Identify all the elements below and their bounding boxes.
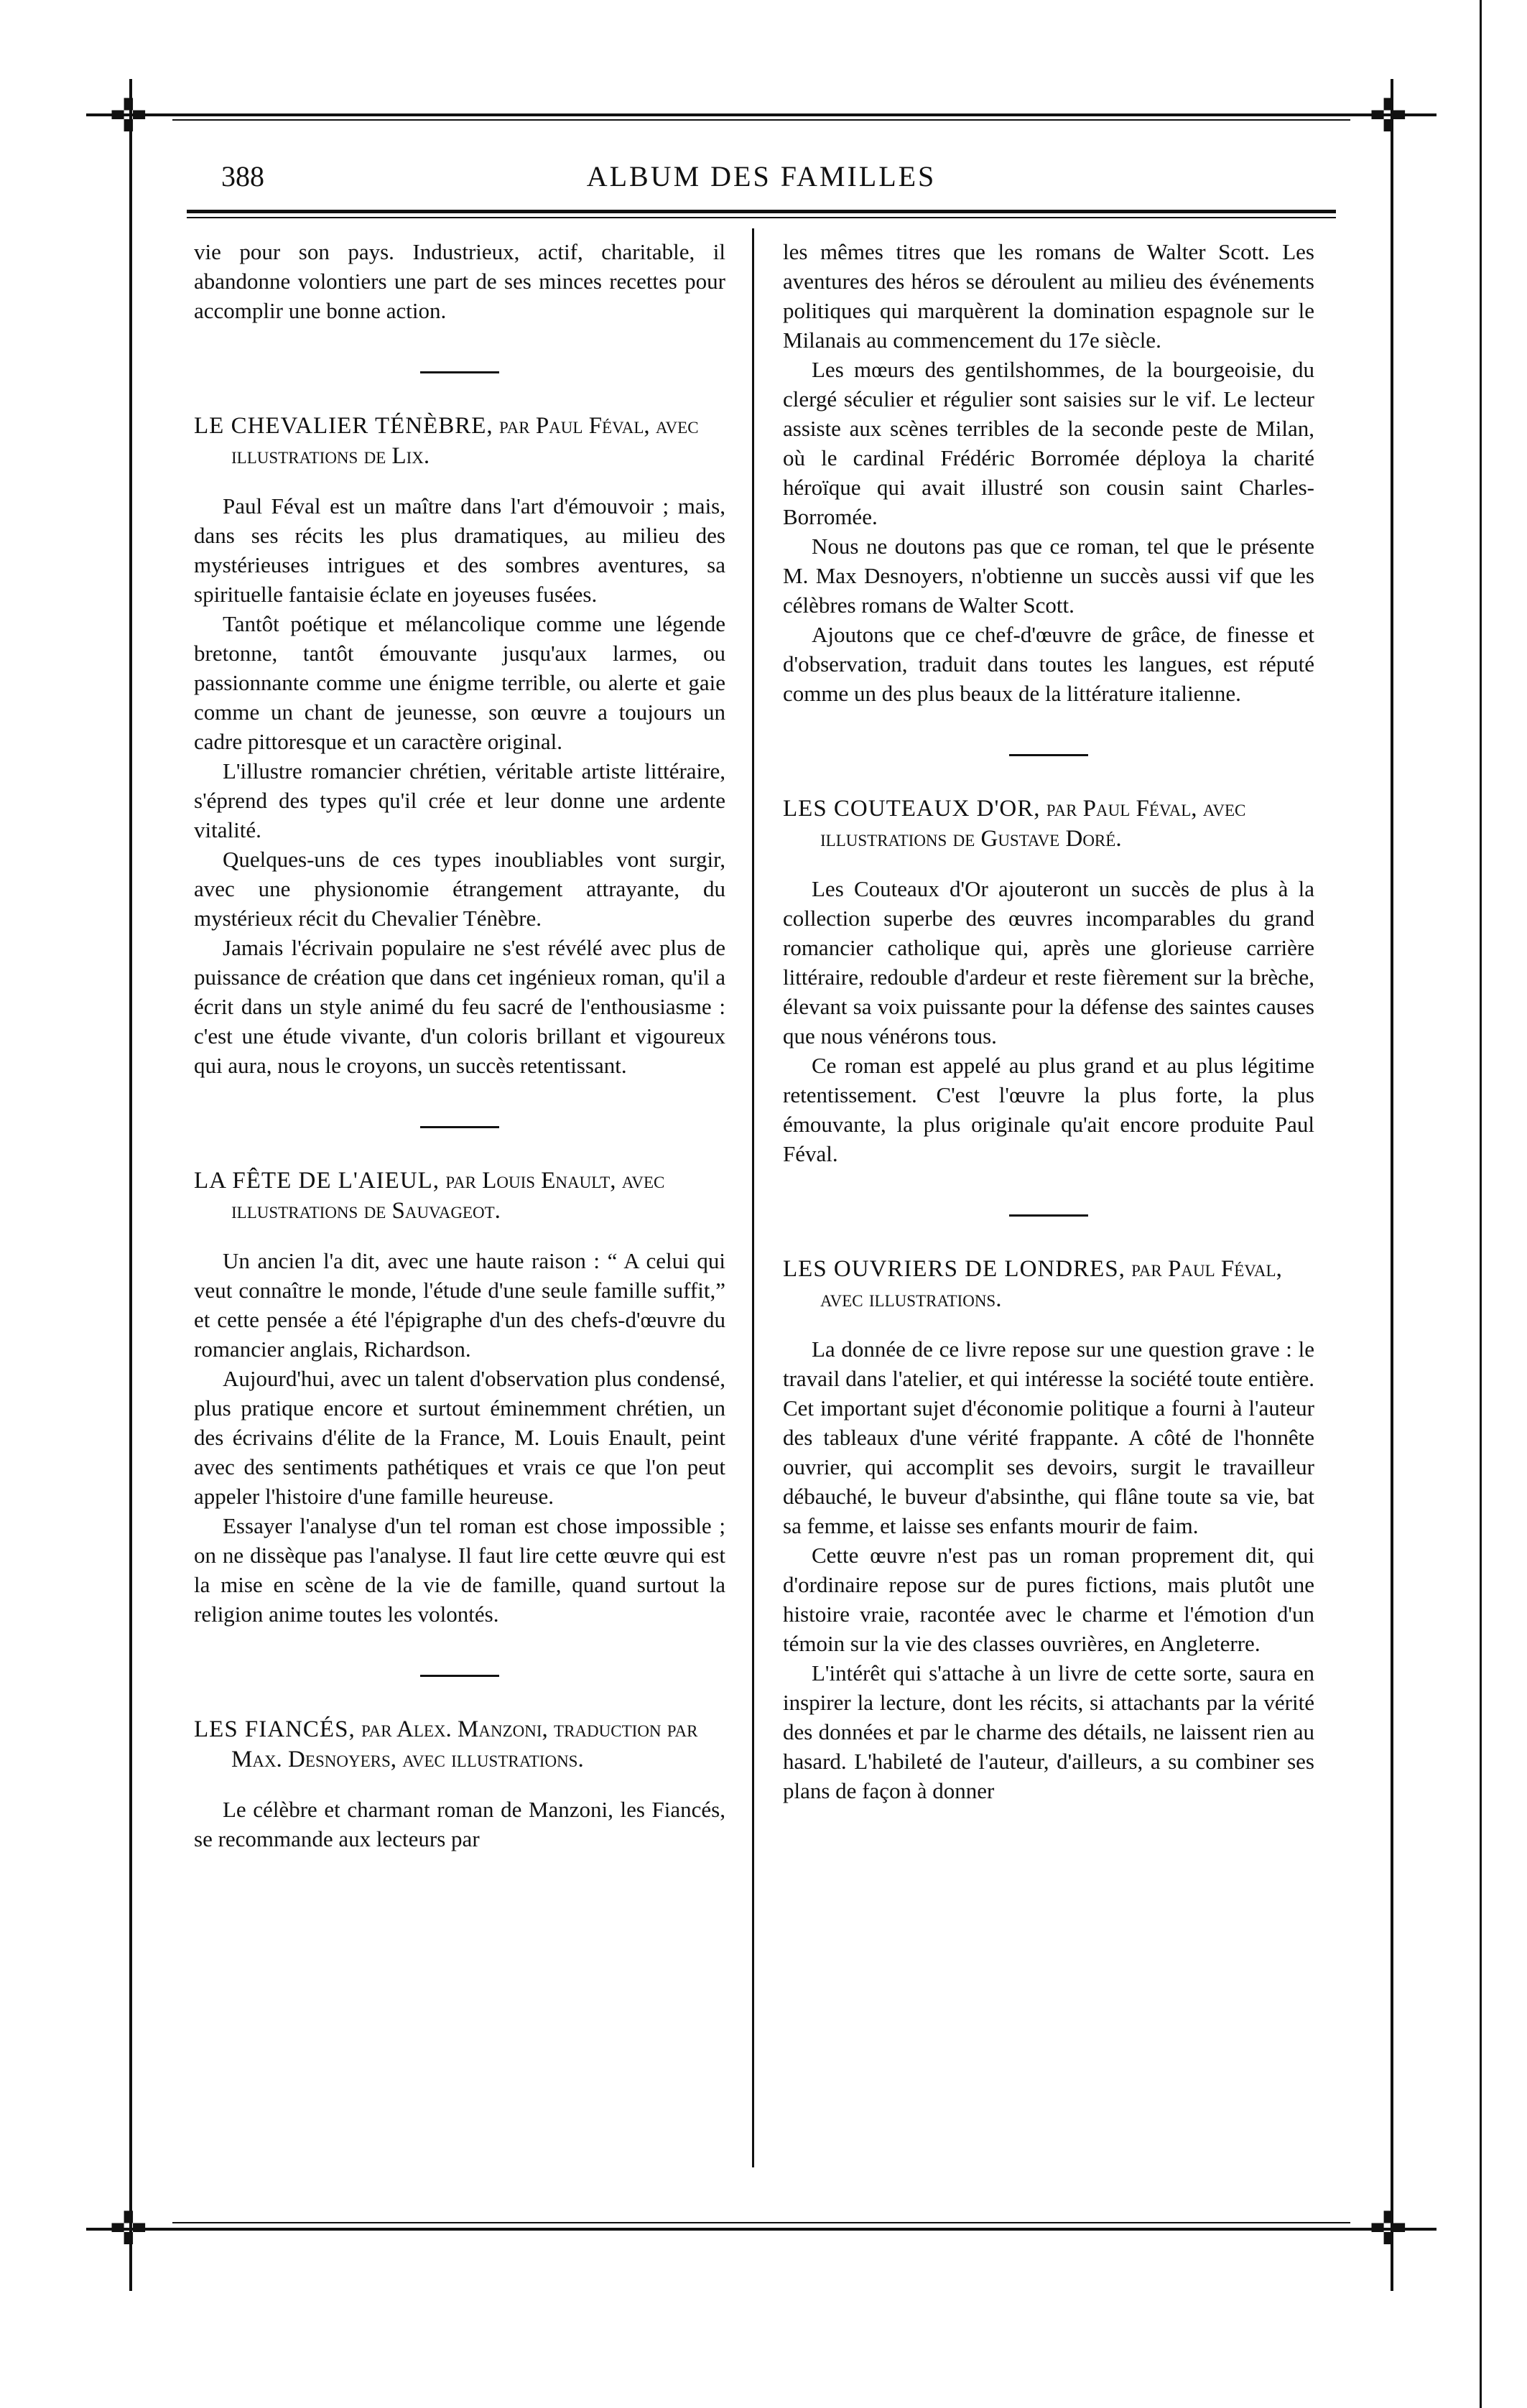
paragraph: L'illustre romancier chrétien, véritable artiste littéraire, s'éprend des types qu'il crée et leur donne une ardente vitalité. bbox=[194, 758, 725, 842]
paragraph: Aujourd'hui, avec un talent d'observation plus condensé, plus pratique encore et surtout éminemment chrétien, un des écrivains d'élite de la France, M. Louis Enault, peint avec des sentiments pathétiques et vrais ce que l'on peut appeler l'histoire d'une famille heureuse. bbox=[194, 1366, 725, 1509]
frame-top-rule-thin bbox=[172, 119, 1350, 121]
page-number: 388 bbox=[221, 160, 264, 192]
margin-rule-right bbox=[1480, 0, 1482, 2408]
paragraph: L'intérêt qui s'attache à un livre de cette sorte, saura en inspirer la lecture, dont les récits, si attachants par la vérité des données et par le charme des détails, ne laissent rien au hasard. L'habileté de l'auteur, d'ailleurs, a su combiner ses plans de façon à donner bbox=[783, 1660, 1314, 1803]
paragraph: Essayer l'analyse d'un tel roman est chose impossible ; on ne dissèque pas l'analyse. Il faut lire cette œuvre qui est la mise en scène de la vie de famille, quand surtout la religion anime toutes les volontés. bbox=[194, 1513, 725, 1627]
continuation-text: les mêmes titres que les romans de Walter Scott. Les aventures des héros se déroulent au milieu des événements politiques qui marquèrent la domination espagnole sur le Milanais au commencement du 17e siècle. bbox=[783, 239, 1314, 353]
corner-ornament-icon: ✜ bbox=[1369, 90, 1408, 143]
frame-right-rule bbox=[1391, 79, 1393, 2291]
entry-heading bbox=[194, 411, 725, 471]
entry-chevalier-tenebre bbox=[194, 411, 725, 1080]
entry-title: LES COUTEAUX D'OR, bbox=[783, 796, 1041, 822]
header-rule bbox=[187, 210, 1336, 213]
entry-fete-de-l-aieul bbox=[194, 1166, 725, 1629]
paragraph: Nous ne doutons pas que ce roman, tel que le présente M. Max Desnoyers, n'obtienne un succès aussi vif que les célèbres romans de Walter Scott. bbox=[783, 534, 1314, 618]
paragraph: Les Couteaux d'Or ajouteront un succès de plus à la collection superbe des œuvres incomparables du grand romancier catholique qui, après une glorieuse carrière littéraire, redouble d'ardeur et reste fièrement sur la brèche, élevant sa voix puissante pour la défense des saintes causes que nous vénérons tous. bbox=[783, 876, 1314, 1049]
section-separator bbox=[420, 1126, 499, 1128]
paragraph: Un ancien l'a dit, avec une haute raison : “ A celui qui veut connaître le monde, l'étude d'une seule famille suffit,” et cette pensée a été l'épigraphe d'un des chefs-d'œuvre du romancier anglais, Richardson. bbox=[194, 1248, 725, 1362]
entry-title: LES OUVRIERS DE LONDRES, bbox=[783, 1256, 1125, 1282]
section-separator bbox=[1009, 754, 1088, 756]
entry-byline: par Alex. Manzoni, traduction par Max. Desnoyers, avec illustrations. bbox=[231, 1716, 698, 1772]
entry-couteaux-d-or bbox=[783, 794, 1314, 1168]
header-rule-thin bbox=[187, 217, 1336, 218]
entry-heading bbox=[194, 1714, 725, 1775]
paragraph: Cette œuvre n'est pas un roman proprement dit, qui d'ordinaire repose sur de pures fictions, mais plutôt une histoire vraie, racontée avec le charme et l'émotion d'un témoin sur la vie des classes ouvrières, en Angleterre. bbox=[783, 1543, 1314, 1656]
continuation-text: vie pour son pays. Industrieux, actif, charitable, il abandonne volontiers une part de ses minces recettes pour accomplir une bonne action. bbox=[194, 239, 725, 323]
entry-les-fiances bbox=[194, 1714, 725, 1854]
paragraph: Paul Féval est un maître dans l'art d'émouvoir ; mais, dans ses récits les plus dramatiques, au milieu des mystérieuses intrigues et des sombres aventures, sa spirituelle fantaisie éclate en joyeuses fusées. bbox=[194, 493, 725, 607]
frame-bottom-rule-thin bbox=[172, 2222, 1350, 2223]
entry-byline: par Paul Féval, avec illustrations. bbox=[820, 1256, 1282, 1312]
corner-ornament-icon: ✜ bbox=[1369, 2203, 1408, 2256]
corner-ornament-icon: ✜ bbox=[109, 90, 148, 143]
paragraph: Ajoutons que ce chef-d'œuvre de grâce, de finesse et d'observation, traduit dans toutes les langues, est réputé comme un des plus beaux de la littérature italienne. bbox=[783, 622, 1314, 706]
entry-title: LE CHEVALIER TÉNÈBRE, bbox=[194, 413, 493, 439]
section-separator bbox=[420, 371, 499, 373]
paragraph: Quelques-uns de ces types inoubliables vont surgir, avec une physionomie étrangement attrayante, du mystérieux récit du Chevalier Ténèbre. bbox=[194, 847, 725, 931]
frame-top-rule bbox=[86, 113, 1437, 116]
running-title: ALBUM DES FAMILLES bbox=[586, 160, 937, 192]
frame-left-rule bbox=[129, 79, 132, 2291]
entry-heading bbox=[194, 1166, 725, 1226]
section-separator bbox=[420, 1675, 499, 1677]
frame-bottom-rule bbox=[86, 2228, 1437, 2231]
paragraph: Tantôt poétique et mélancolique comme une légende bretonne, tantôt émouvante jusqu'aux larmes, ou passionnante comme une énigme terrible, ou alerte et gaie comme un chant de jeunesse, son œuvre a toujours un cadre pittoresque et un caractère original. bbox=[194, 611, 725, 754]
entry-byline: par Paul Féval, avec illustrations de Lix. bbox=[231, 413, 699, 469]
page-header bbox=[187, 159, 1336, 203]
entry-title: LES FIANCÉS, bbox=[194, 1716, 356, 1742]
right-column bbox=[783, 237, 1314, 1805]
paragraph: Les mœurs des gentilshommes, de la bourgeoisie, du clergé séculier et régulier sont saisies sur le vif. Le lecteur assiste aux scènes terribles de la seconde peste de Milan, où le cardinal Frédéric Borromée déploya la charité héroïque qui avait illustré son cousin saint Charles-Borromée. bbox=[783, 357, 1314, 529]
entry-byline: par Paul Féval, avec illustrations de Gustave Doré. bbox=[820, 796, 1246, 852]
corner-ornament-icon: ✜ bbox=[109, 2203, 148, 2256]
entry-byline: par Louis Enault, avec illustrations de Sauvageot. bbox=[231, 1168, 665, 1224]
column-divider bbox=[752, 228, 754, 2167]
paragraph: Le célèbre et charmant roman de Manzoni, les Fiancés, se recommande aux lecteurs par bbox=[194, 1797, 725, 1851]
paragraph: Jamais l'écrivain populaire ne s'est révélé avec plus de puissance de création que dans cet ingénieux roman, qu'il a écrit dans un style animé du feu sacré de l'enthousiasme : c'est une étude vivante, d'un coloris brillant et vigoureux qui aura, nous le croyons, un succès retentissant. bbox=[194, 935, 725, 1078]
entry-heading bbox=[783, 794, 1314, 854]
paragraph: Ce roman est appelé au plus grand et au plus légitime retentissement. C'est l'œuvre la plus forte, la plus émouvante, la plus originale qu'ait encore produite Paul Féval. bbox=[783, 1053, 1314, 1166]
section-separator bbox=[1009, 1214, 1088, 1217]
entry-title: LA FÊTE DE L'AIEUL, bbox=[194, 1168, 440, 1194]
entry-heading bbox=[783, 1254, 1314, 1314]
entry-ouvriers-de-londres bbox=[783, 1254, 1314, 1805]
paragraph: La donnée de ce livre repose sur une question grave : le travail dans l'atelier, et qui intéresse la société toute entière. Cet important sujet d'économie politique a fourni à l'auteur des tableaux d'une vérité frappante. A côté de l'honnête ouvrier, qui accomplit ses devoirs, surgit le travailleur débauché, le buveur d'absinthe, qui flâne toute sa vie, bat sa femme, et laisse ses enfants mourir de faim. bbox=[783, 1337, 1314, 1538]
left-column bbox=[194, 237, 725, 1854]
